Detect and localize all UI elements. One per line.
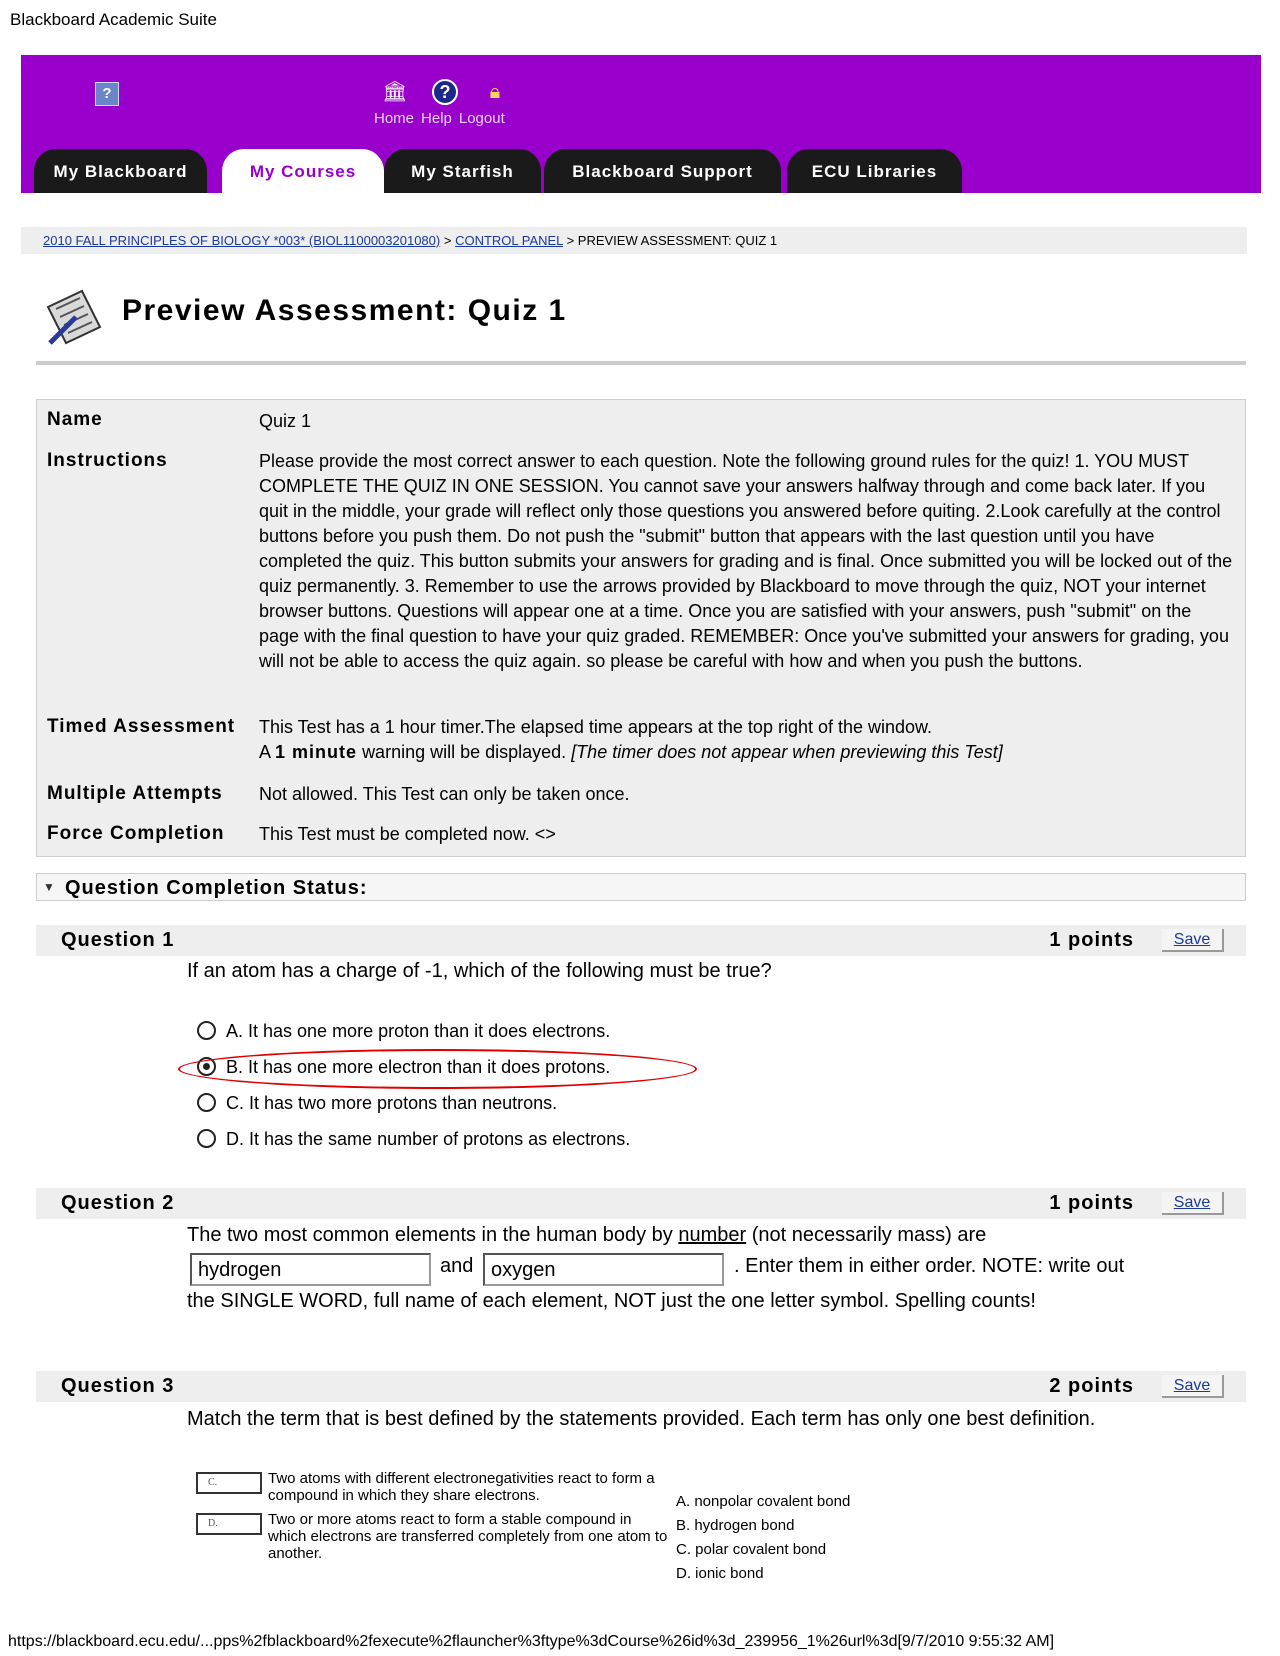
instructions-label: Instructions <box>47 450 168 471</box>
question-2-save-button[interactable]: Save <box>1162 1192 1224 1215</box>
radio-button[interactable] <box>197 1093 216 1112</box>
help-icon[interactable]: ? <box>432 79 458 105</box>
question-2-text-after: . Enter them in either order. NOTE: write out <box>734 1255 1125 1277</box>
timed-assessment-label: Timed Assessment <box>47 716 236 737</box>
multiple-attempts-value: Not allowed. This Test can only be taken once. <box>259 784 630 804</box>
assessment-info-panel <box>36 399 1246 857</box>
tab-blackboard-support[interactable]: Blackboard Support <box>544 149 781 193</box>
breadcrumb-current: PREVIEW ASSESSMENT: QUIZ 1 <box>577 233 778 248</box>
timed-note: [The timer does not appear when previewing this Test] <box>571 742 1003 762</box>
page-title: Preview Assessment: Quiz 1 <box>122 294 567 327</box>
tab-my-starfish[interactable]: My Starfish <box>384 149 541 193</box>
timed-a: A <box>259 742 271 762</box>
match-select-2[interactable]: D. <box>196 1513 262 1535</box>
match-answer-list <box>676 1490 850 1586</box>
name-value: Quiz 1 <box>259 411 312 431</box>
question-2-text-post: (not necessarily mass) are <box>751 1224 987 1246</box>
breadcrumb-control-panel-link[interactable]: CONTROL PANEL <box>455 233 563 248</box>
match-definition-1: Two atoms with different electronegativities react to form a compound in which they share electrons. <box>268 1470 655 1504</box>
question-2-text-underline: number <box>678 1224 747 1246</box>
assessment-icon <box>42 287 104 349</box>
question-1-save-button[interactable]: Save <box>1162 929 1224 952</box>
question-3-text: Match the term that is best defined by the statements provided. Each term has only one best definition. <box>187 1408 1096 1430</box>
name-label: Name <box>47 409 103 430</box>
logout-link[interactable]: Logout <box>458 110 505 127</box>
tab-my-courses[interactable]: My Courses <box>222 149 384 193</box>
instructions-value: Please provide the most correct answer to each question. Note the following ground rules for the quiz! 1. YOU MUST COMPLETE THE QUIZ IN ONE SESSION. You cannot save your answers halfway through and come back later. If you quit in the middle, your grade will reflect only those questions you answered before quiting. 2.Look carefully at the control buttons before you push them. Do not push the "submit" button that appears with the last question until you have completed the quiz. This button submits your answers for grading and is final. Once submitted you will be locked out of the quiz permanently. 3. Remember to use the arrows provided by Blackboard to move through the quiz, NOT your internet browser buttons. Questions will appear one at a time. Once you are satisfied with your answers, push "submit" on the page with the final question to have your quiz graded. REMEMBER: Once you've submitted your answers for grading, you will not be able to access the quiz again. so please be careful with how and when you push the buttons. <box>259 451 1233 671</box>
question-1-option-a[interactable] <box>197 1021 610 1042</box>
timed-assessment-value <box>259 715 1003 765</box>
tab-my-blackboard[interactable]: My Blackboard <box>34 149 207 193</box>
lock-icon[interactable]: 🔒︎ <box>489 81 501 103</box>
match-answer-a: A. nonpolar covalent bond <box>676 1493 851 1510</box>
timed-warning-text: warning will be displayed. <box>362 742 567 762</box>
question-2-points: 1 points <box>1049 1192 1134 1214</box>
option-label: A. It has one more proton than it does electrons. <box>226 1021 611 1041</box>
question-2-header <box>36 1188 1246 1219</box>
radio-button[interactable] <box>197 1021 216 1040</box>
tab-ecu-libraries[interactable]: ECU Libraries <box>787 149 962 193</box>
question-3-save-button[interactable]: Save <box>1162 1375 1224 1398</box>
completion-status-label: Question Completion Status: <box>65 877 368 899</box>
timed-line-1: This Test has a 1 hour timer.The elapsed time appears at the top right of the window. <box>259 717 933 737</box>
breadcrumb <box>21 227 1247 254</box>
match-answer-b: B. hydrogen bond <box>676 1517 795 1534</box>
option-label: C. It has two more protons than neutrons. <box>226 1093 558 1113</box>
question-3-header <box>36 1371 1246 1402</box>
force-completion-label: Force Completion <box>47 823 225 844</box>
option-label: B. It has one more electron than it does protons. <box>226 1057 611 1077</box>
question-1-title: Question 1 <box>61 929 175 951</box>
breadcrumb-separator: > <box>566 233 575 248</box>
timed-line-2 <box>259 740 1003 765</box>
top-links <box>374 110 512 127</box>
question-2-text <box>187 1219 986 1252</box>
question-1-option-c[interactable] <box>197 1093 557 1114</box>
help-link[interactable]: Help <box>421 110 452 127</box>
multiple-attempts-label: Multiple Attempts <box>47 783 223 804</box>
radio-button[interactable] <box>197 1129 216 1148</box>
question-completion-status[interactable] <box>36 873 1246 901</box>
footer-url: https://blackboard.ecu.edu/...pps%2fblackboard%2fexecute%2flauncher%3ftype%3dCourse%26id%3d_239956_1%26url%3d[9/7/2010 9:55:32 AM] <box>8 1633 1055 1650</box>
timed-warning-duration: 1 minute <box>275 742 358 762</box>
question-3-title: Question 3 <box>61 1375 175 1397</box>
collapse-triangle-icon[interactable]: ▼ <box>43 880 55 894</box>
title-divider <box>36 361 1246 365</box>
question-2-title: Question 2 <box>61 1192 175 1214</box>
option-label: D. It has the same number of protons as electrons. <box>226 1129 631 1149</box>
question-1-header <box>36 925 1246 956</box>
match-answer-d: D. ionic bond <box>676 1565 764 1582</box>
question-1-option-d[interactable] <box>197 1129 630 1150</box>
home-icon[interactable]: 🏛︎ <box>382 81 408 103</box>
question-2-text-line3: the SINGLE WORD, full name of each element, NOT just the one letter symbol. Spelling counts! <box>187 1290 1036 1312</box>
help-square-icon[interactable]: ? <box>95 82 119 106</box>
question-2-text-pre: The two most common elements in the human body by <box>187 1224 673 1246</box>
window-title: Blackboard Academic Suite <box>10 10 217 29</box>
question-1-text: If an atom has a charge of -1, which of the following must be true? <box>187 960 772 982</box>
home-link[interactable]: Home <box>374 110 415 127</box>
breadcrumb-separator: > <box>443 233 452 248</box>
blank-2-input[interactable]: oxygen <box>483 1253 724 1286</box>
breadcrumb-course-link[interactable]: 2010 FALL PRINCIPLES OF BIOLOGY *003* (BIOL1100003201080) <box>43 233 441 248</box>
question-1-points: 1 points <box>1049 929 1134 951</box>
match-select-1[interactable]: C. <box>196 1472 262 1494</box>
question-3-points: 2 points <box>1049 1375 1134 1397</box>
match-answer-c: C. polar covalent bond <box>676 1541 827 1558</box>
red-annotation-circle <box>178 1049 697 1089</box>
force-completion-value: This Test must be completed now. <> <box>259 824 556 844</box>
blank-1-input[interactable]: hydrogen <box>190 1253 431 1286</box>
and-label: and <box>440 1255 474 1277</box>
match-definition-2: Two or more atoms react to form a stable compound in which electrons are transferred completely from one atom to another. <box>268 1511 668 1562</box>
